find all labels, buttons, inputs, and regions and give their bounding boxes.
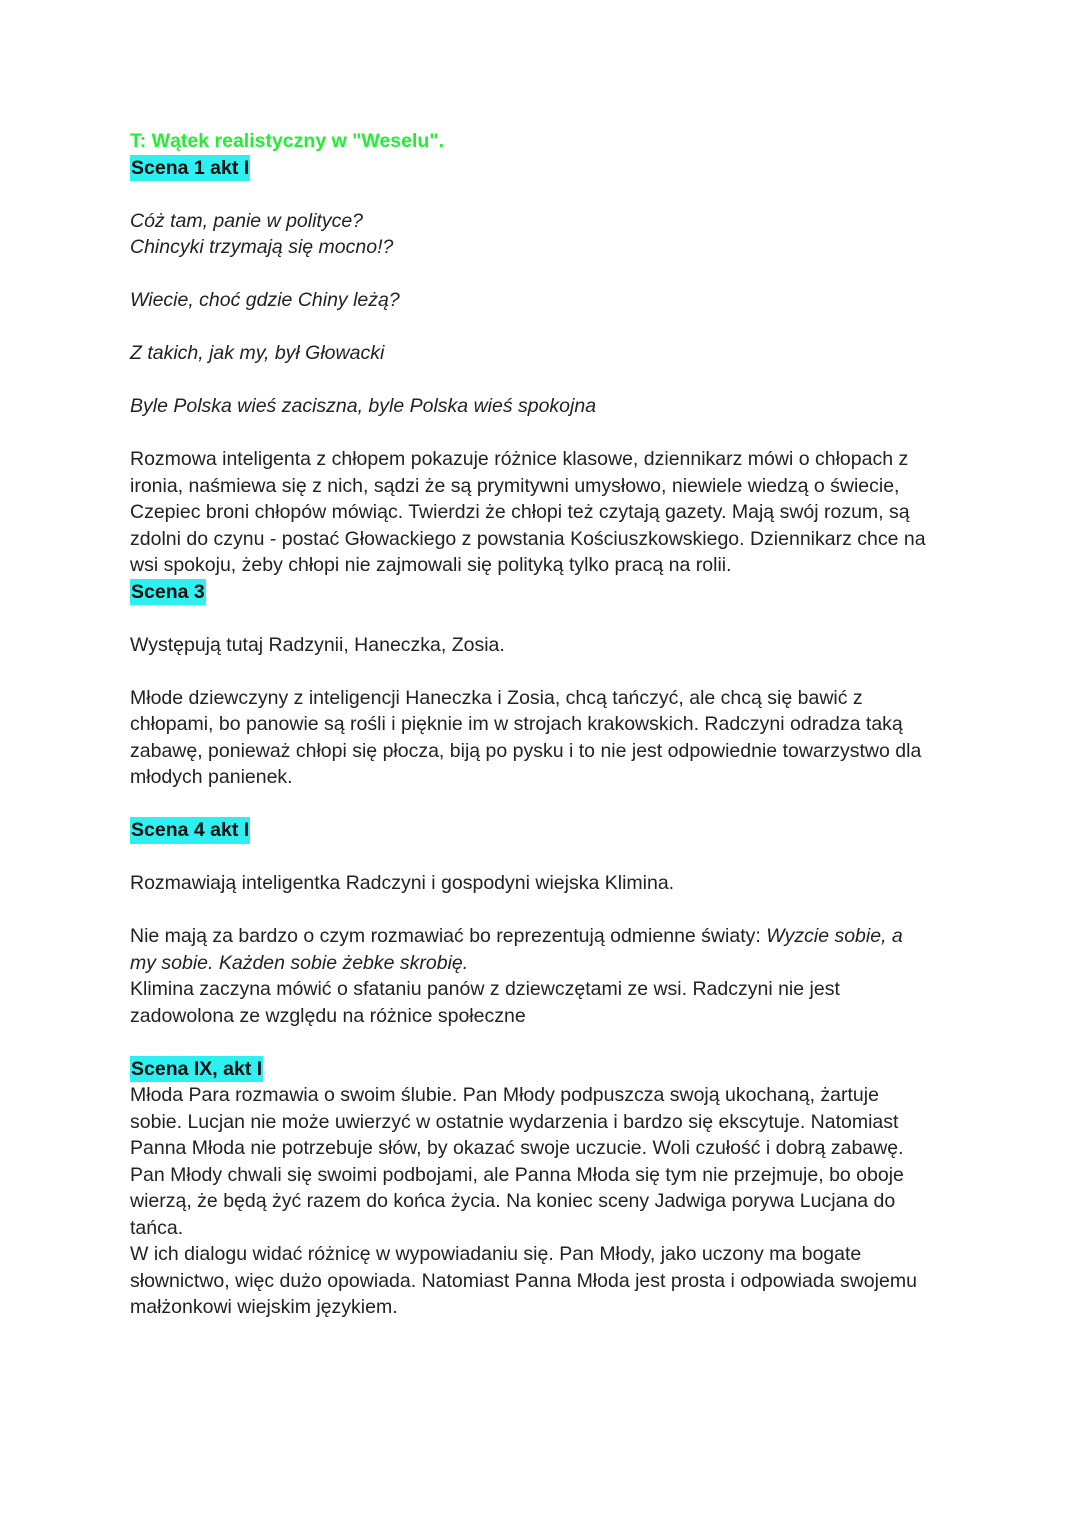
- document-content: [130, 128, 960, 1321]
- paragraph-line: chłopami, bo panowie są rośli i pięknie im w strojach krakowskich. Radczyni odradza taką: [130, 713, 903, 735]
- quote-line: my sobie. Każden sobie żebke skrobię.: [130, 951, 469, 974]
- paragraph-line: zadowolona ze względu na różnice społeczne: [130, 1004, 526, 1027]
- paragraph-line: zabawę, ponieważ chłopi się płocza, biją po pysku i to nie jest odpowiednie towarzystwo dla: [130, 739, 922, 762]
- scene-1-heading: Scena 1 akt I: [130, 155, 250, 182]
- paragraph-line: [130, 923, 960, 950]
- paragraph-line: ironia, naśmiewa się z nich, sądzi że są prymitywni umysłowo, niewiele wiedzą o świecie,: [130, 474, 900, 497]
- paragraph-line: Pan Młody chwali się swoimi podbojami, ale Panna Młoda się tym nie przejmuje, bo oboje: [130, 1163, 904, 1186]
- scene-4-heading: Scena 4 akt I: [130, 817, 250, 844]
- paragraph-line: wsi spokoju, żeby chłopi nie zajmowali się polityką tylko pracą na rolii.: [130, 554, 732, 576]
- paragraph-line: Czepiec broni chłopów mówiąc. Twierdzi że chłopi też czytają gazety. Mają swój rozum, są: [130, 501, 910, 523]
- paragraph-line: tańca.: [130, 1216, 184, 1239]
- paragraph-text: Nie mają za bardzo o czym rozmawiać bo reprezentują odmienne światy:: [130, 925, 767, 947]
- paragraph-line: sobie. Lucjan nie może uwierzyć w ostatnie wydarzenia i bardzo się ekscytuje. Natomiast: [130, 1110, 899, 1133]
- paragraph-line: wierzą, że będą żyć razem do końca życia. Na koniec sceny Jadwiga porywa Lucjana do: [130, 1190, 896, 1212]
- paragraph-line: Rozmawiają inteligentka Radczyni i gospodyni wiejska Klimina.: [130, 872, 675, 894]
- quote-line: Z takich, jak my, był Głowacki: [130, 342, 385, 364]
- quote-line: Byle Polska wieś zaciszna, byle Polska wieś spokojna: [130, 395, 597, 417]
- paragraph-line: słownictwo, więc dużo opowiada. Natomiast Panna Młoda jest prosta i odpowiada swojemu: [130, 1269, 917, 1292]
- paragraph-line: Występują tutaj Radzynii, Haneczka, Zosia.: [130, 633, 505, 656]
- paragraph-line: W ich dialogu widać różnicę w wypowiadaniu się. Pan Młody, jako uczony ma bogate: [130, 1243, 862, 1265]
- paragraph-line: zdolni do czynu - postać Głowackiego z powstania Kościuszkowskiego. Dziennikarz chce na: [130, 527, 926, 550]
- page-title: T: Wątek realistyczny w "Weselu".: [130, 130, 444, 152]
- scene-9-heading: Scena IX, akt I: [130, 1056, 263, 1083]
- paragraph-line: Młoda Para rozmawia o swoim ślubie. Pan Młody podpuszcza swoją ukochaną, żartuje: [130, 1084, 879, 1106]
- quote-line: Cóż tam, panie w polityce?: [130, 209, 364, 232]
- paragraph-line: Rozmowa inteligenta z chłopem pokazuje różnice klasowe, dziennikarz mówi o chłopach z: [130, 448, 909, 470]
- paragraph-line: Klimina zaczyna mówić o sfataniu panów z dziewczętami ze wsi. Radczyni nie jest: [130, 978, 840, 1000]
- quote-line: Wiecie, choć gdzie Chiny leżą?: [130, 289, 400, 311]
- paragraph-line: Młode dziewczyny z inteligencji Haneczka i Zosia, chcą tańczyć, ale chcą się bawić z: [130, 686, 863, 709]
- paragraph-line: młodych panienek.: [130, 766, 293, 788]
- quote-line: Chincyki trzymają się mocno!?: [130, 236, 394, 258]
- paragraph-line: małżonkowi wiejskim językiem.: [130, 1296, 398, 1318]
- quote-inline: Wyzcie sobie, a: [766, 925, 903, 947]
- scene-3-heading: Scena 3: [130, 579, 206, 606]
- paragraph-line: Panna Młoda nie potrzebuje słów, by okazać swoje uczucie. Woli czułość i dobrą zabawę.: [130, 1137, 904, 1159]
